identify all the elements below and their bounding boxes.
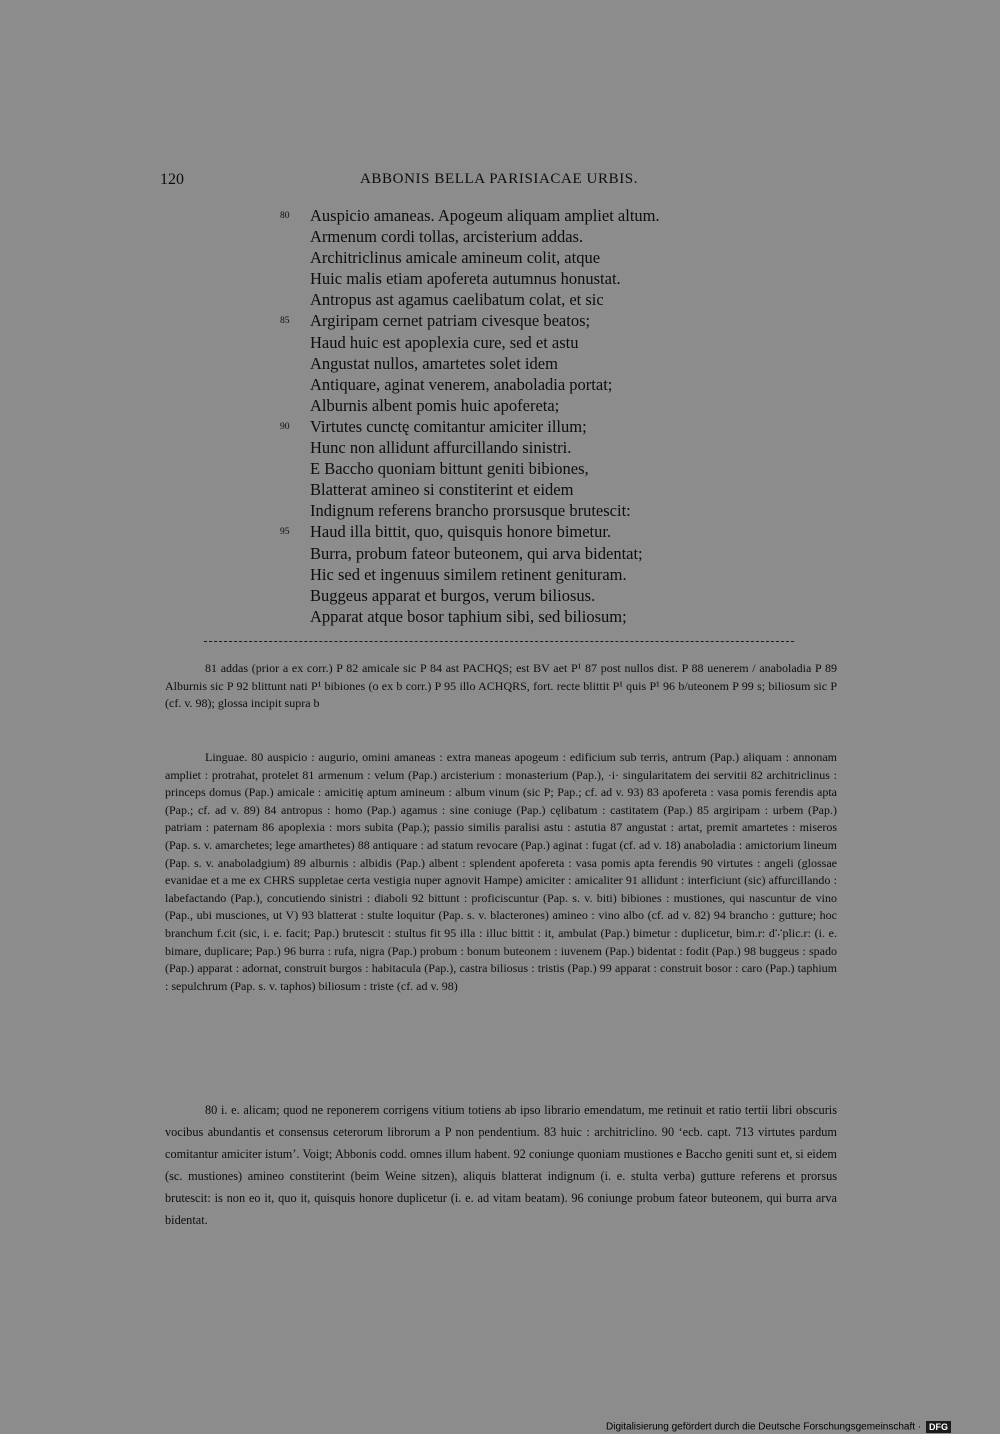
verse-number: 95 [280,527,290,538]
apparatus-text: 81 addas (prior a ex corr.) P 82 amicale sic P 84 ast PACHQS; est BV aet P¹ 87 post nullos dist. P 88 uenerem / anaboladia P 89 Alburnis sic P 92 blittunt nati P¹ bibiones (o ex b corr.) P 95 illo ACHQRS, fort. recte blittit P¹ quis P¹ 96 b/uteonem P 99 s; biliosum sic P (cf. v. 98); glossa incipit supra b [165,661,837,711]
verse-number: 90 [280,421,290,432]
verse-text: Hunc non allidunt affurcillando sinistri. [310,438,572,458]
verse-text: Virtutes cunctę comitantur amiciter illum; [310,416,587,436]
verse-line [280,606,840,627]
running-title: ABBONIS BELLA PARISIACAE URBIS. [360,171,639,187]
verse-line [280,247,840,268]
verse-text: Blatterat amineo si constiterint et eidem [310,480,574,500]
verse-line [280,332,840,353]
critical-apparatus [165,660,837,713]
verse-text: Haud huic est apoplexia cure, sed et astu [310,332,579,352]
verse-line [280,353,840,374]
verse-text: Huic malis etiam apofereta autumnus honustat. [310,269,621,289]
verse-line [280,310,840,331]
notes-text: 80 i. e. alicam; quod ne reponerem corrigens vitium totiens ab ipso librario emendatum, me retinuit et ratio tertii libri obscuris vocibus abundantis et consensus ceterorum librorum a P non pendentium. 83 huic : architriclino. 90 ‘ecb. capt. 713 virtutes pardum comitantur amiciter istum’. Voigt; Abbonis codd. omnes illum habent. 92 coniunge quoniam mustiones e Baccho geniti sunt et, si eidem (sc. mustiones) amineo constiterint (beim Weine sitzen), aliquis blatterat indignum (i. e. stulta verba) gutture referens et prorsus brutescit: is non eo it, quo it, quisquis honore duplicetur (i. e. ad vitam beatam). 96 coniunge probum fateor buteonem, qui burra arva bidentat. [165,1103,837,1227]
linguae-glosses [165,749,837,995]
commentary-notes [165,1099,837,1231]
verse-line [280,585,840,606]
linguae-text: Linguae. 80 auspicio : augurio, omini amaneas : extra maneas apogeum : edificium sub terris, antrum (Pap.) aliquam : annonam ampliet : protrahat, protelet 81 armenum : velum (Pap.) arcisterium : monasterium (Pap.), ·i· singularitatem dei servitii 82 architriclinus : princeps domus (Pap.) amicale : amicitię aptum amineum : album vinum (sic P; Pap.; cf. ad v. 93) 83 apofereta : vasa pomis ferendis apta (Pap.; cf. ad v. 89) 84 antropus : homo (Pap.) agamus : sine coniuge (Pap.) cęlibatum : castitatem (Pap.) 85 argiripam : urbem (Pap.) patriam : paternam 86 apoplexia : mors subita (Pap.); passio similis paralisi astu : astutia 87 angustat : artat, premit amartetes : miseros (Pap. s. v. amarchetes; lege amarthetes) 88 antiquare : ad statum revocare (Pap.) aginat : fugat (cf. ad v. 18) anaboladia : amictorium lineum (Pap. s. v. anaboladgium) 89 alburnis : albidis (Pap.) albent : splendent apofereta : vasa pomis apta ferendis 90 virtutes : angeli (glossae evanidae et a me ex CHRS suppletae certa vestigia nuper agnovit Hampe) amiciter : amicaliter 91 allidunt : interficiunt (sic) affurcillando : labefactando (Pap.), concutiendo sinistri : diaboli 92 bittunt : proficiscuntur (Pap. s. v. biti) bibiones : mustiones, qui nascuntur de vino (Pap., ubi musciones, ut V) 93 blatterat : stulte loquitur (Pap. s. v. blacterones) amineo : vino albo (cf. ad v. 82) 94 brancho : gutture; hoc branchum f.cit (sic, i. e. facit; Pap.) brutescit : stultus fit 95 illa : illuc bittit : it, ambulat (Pap.) bimetur : duplicetur, bim.r: d∵plic.r: (i. e. bimare, duplicare; Pap.) 96 burra : rufa, nigra (Pap.) probum : bonum buteonem : iuvenem (Pap.) bidentat : fodit (Pap.) 98 buggeus : spado (Pap.) apparat : adornat, construit burgos : habitacula (Pap.), castra biliosus : tristis (Pap.) 99 apparat : construit bosor : caro (Pap.) taphium : sepulchrum (Pap. s. v. taphos) biliosum : triste (cf. ad v. 98) [165,750,837,993]
verse-text: Angustat nullos, amartetes solet idem [310,353,558,373]
verse-number: 85 [280,316,290,327]
verse-line [280,564,840,585]
verse-line [280,226,840,247]
credit-text: Digitalisierung gefördert durch die Deutsche Forschungsgemeinschaft · [606,1421,922,1433]
verse-line [280,395,840,416]
verse-text: E Baccho quoniam bittunt geniti bibiones, [310,459,589,479]
digitization-credit [606,1421,951,1433]
verse-text: Argiripam cernet patriam civesque beatos; [310,311,591,331]
verse-text: Buggeus apparat et burgos, verum biliosus. [310,585,596,605]
verse-text: Burra, probum fateor buteonem, qui arva bidentat; [310,543,643,563]
verse-text: Hic sed et ingenuus similem retinent genituram. [310,564,627,584]
verse-text: Armenum cordi tollas, arcisterium addas. [310,227,584,247]
page-number: 120 [160,171,184,188]
verse-line [280,205,840,226]
poem-text [280,205,840,627]
verse-line [280,479,840,500]
verse-text: Antropus ast agamus caelibatum colat, et sic [310,290,604,310]
divider [204,641,794,642]
verse-line [280,458,840,479]
verse-text: Architriclinus amicale amineum colit, atque [310,248,601,268]
verse-line [280,521,840,542]
verse-line [280,374,840,395]
verse-text: Apparat atque bosor taphium sibi, sed biliosum; [310,606,627,626]
dfg-logo: DFG [926,1421,951,1433]
verse-text: Indignum referens brancho prorsusque brutescit: [310,501,631,521]
verse-text: Haud illa bittit, quo, quisquis honore bimetur. [310,522,612,542]
verse-line [280,289,840,310]
verse-line [280,500,840,521]
verse-text: Auspicio amaneas. Apogeum aliquam ampliet altum. [310,206,660,225]
verse-text: Alburnis albent pomis huic apofereta; [310,395,560,415]
verse-line [280,416,840,437]
verse-line [280,437,840,458]
verse-text: Antiquare, aginat venerem, anaboladia portat; [310,374,613,394]
verse-line [280,543,840,564]
verse-line [280,268,840,289]
verse-number: 80 [280,211,290,221]
